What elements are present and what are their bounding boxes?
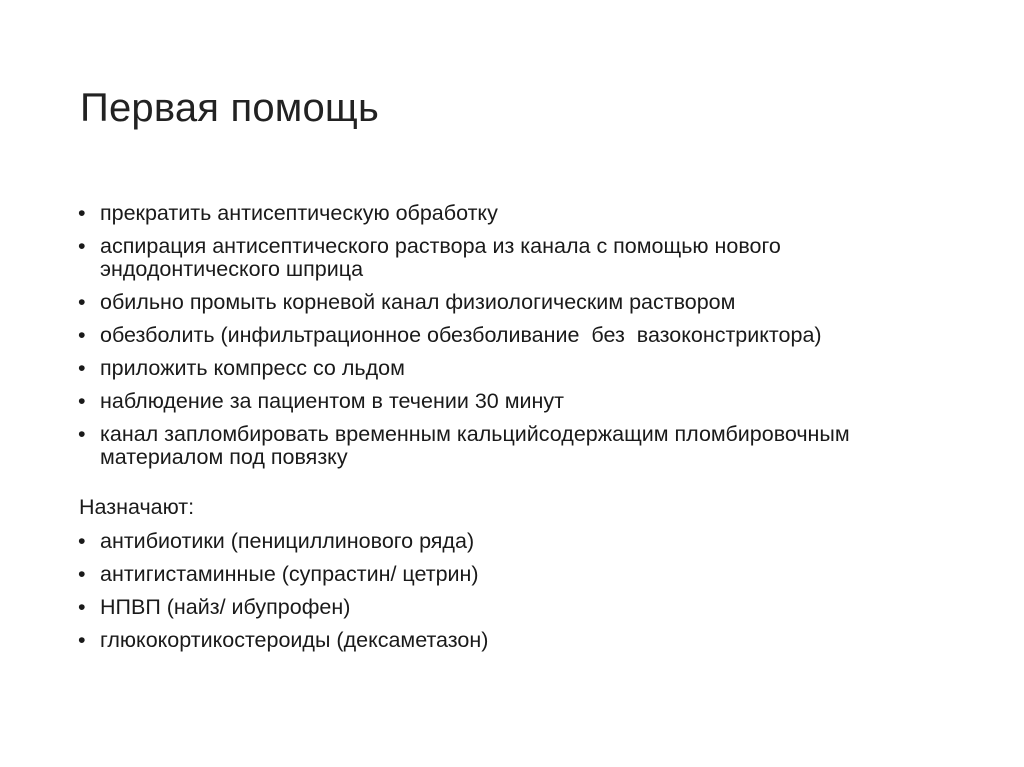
list-item-text: аспирация антисептического раствора из канала с помощью нового эндодонтического шприца (100, 234, 781, 281)
list-item-text: НПВП (найз/ ибупрофен) (100, 595, 351, 619)
list-item-text: канал запломбировать временным кальцийсодержащим пломбировочным материалом под повязку (100, 422, 850, 469)
list-item (77, 596, 957, 619)
bullet-icon: • (78, 389, 86, 413)
bullet-icon: • (78, 201, 86, 225)
list-item (77, 423, 957, 469)
list-item (77, 390, 957, 413)
bullet-icon: • (78, 323, 86, 347)
list-item (77, 291, 957, 314)
list-item-text: антибиотики (пенициллинового ряда) (100, 529, 475, 553)
list-item (77, 530, 957, 553)
bullet-icon: • (78, 595, 86, 619)
list-item (77, 235, 957, 281)
bullet-icon: • (78, 422, 86, 446)
bullet-icon: • (78, 628, 86, 652)
list-item (77, 629, 957, 652)
prescribed-heading: Назначают: (79, 495, 195, 519)
slide-body (77, 202, 957, 662)
list-item-text: глюкокортикостероиды (дексаметазон) (100, 628, 489, 652)
first-aid-list (77, 202, 957, 469)
list-item-text: антигистаминные (супрастин/ цетрин) (100, 562, 479, 586)
list-item (77, 324, 957, 347)
list-item-text: прекратить антисептическую обработку (100, 201, 498, 225)
bullet-icon: • (78, 562, 86, 586)
list-item-text: приложить компресс со льдом (100, 356, 405, 380)
list-item-text: наблюдение за пациентом в течении 30 минут (100, 389, 564, 413)
bullet-icon: • (78, 356, 86, 380)
bullet-icon: • (78, 234, 86, 258)
list-item (77, 357, 957, 380)
list-item-text: обезболить (инфильтрационное обезболивание без вазоконстриктора) (100, 323, 822, 347)
list-item (77, 202, 957, 225)
bullet-icon: • (78, 529, 86, 553)
bullet-icon: • (78, 290, 86, 314)
list-item-text: обильно промыть корневой канал физиологическим раствором (100, 290, 736, 314)
list-item (77, 563, 957, 586)
slide-title: Первая помощь (80, 86, 380, 130)
prescribed-list (77, 530, 957, 652)
